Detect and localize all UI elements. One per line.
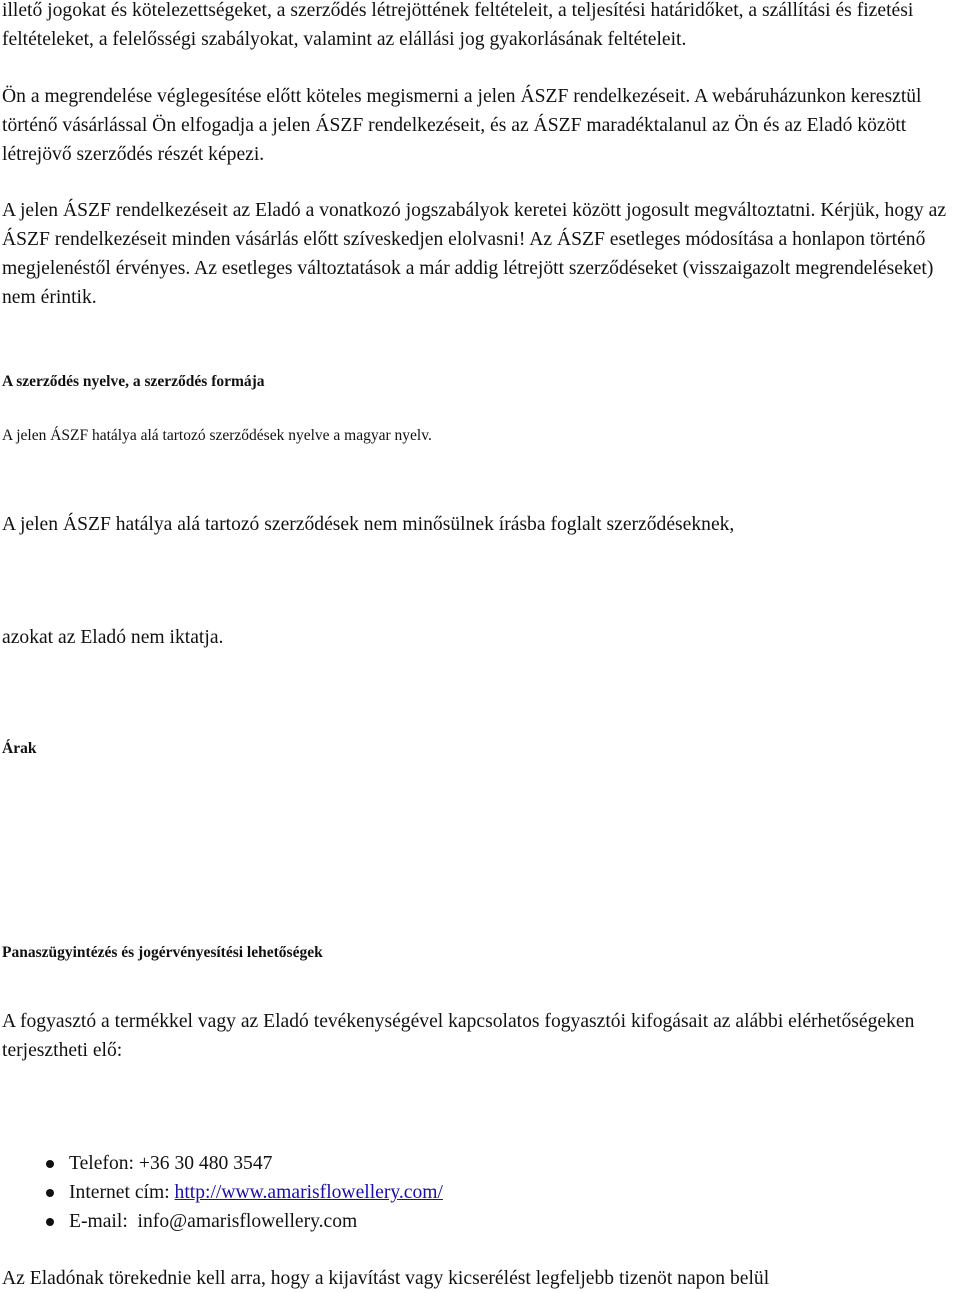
website-link[interactable]: http://www.amarisflowellery.com/: [174, 1182, 443, 1203]
heading-prices: Árak: [2, 740, 37, 757]
list-item-phone: [0, 1149, 443, 1178]
contact-phone: Telefon: +36 30 480 3547: [69, 1153, 273, 1174]
list-item-email: [0, 1207, 443, 1236]
contact-email: E-mail: info@amarisflowellery.com: [69, 1211, 358, 1232]
paragraph-rights-obligations: illető jogokat és kötelezettségeket, a szerződés létrejöttének feltételeit, a teljesítési határidőket, a szállítási és fizetési feltételeket, a felelősségi szabályokat, valamint az elállási jog gyakorlásának feltételeit.: [2, 0, 914, 50]
list-item-website: [0, 1178, 443, 1207]
bullet-icon: [46, 1160, 54, 1168]
paragraph-terms-modification: A jelen ÁSZF rendelkezéseit az Eladó a vonatkozó jogszabályok keretei között jogosult megváltoztatni. Kérjük, hogy az ÁSZF rendelkezéseit minden vásárlás előtt szíveskedjen elolvasni! Az ÁSZF esetleges módosítása a honlapon történő megjelenéstől érvényes. Az esetleges változtatások a már addig létrejött szerződéseket (visszaigazolt megrendeléseket) nem érintik.: [2, 200, 947, 308]
heading-complaints: Panaszügyintézés és jogérvényesítési lehetőségek: [2, 944, 323, 961]
paragraph-contract-language: A jelen ÁSZF hatálya alá tartozó szerződések nyelve a magyar nyelv.: [2, 427, 432, 444]
bullet-icon: [46, 1218, 54, 1226]
contact-list: [0, 1149, 443, 1236]
paragraph-repair-deadline: Az Eladónak törekednie kell arra, hogy a kijavítást vagy kicserélést legfeljebb tizenöt napon belül: [2, 1268, 770, 1289]
paragraph-complaints-intro: A fogyasztó a termékkel vagy az Eladó tevékenységével kapcsolatos fogyasztói kifogásait az alábbi elérhetőségeken terjesztheti elő:: [2, 1011, 915, 1061]
heading-contract-language: A szerződés nyelve, a szerződés formája: [2, 373, 265, 390]
contact-web-label: Internet cím:: [69, 1182, 175, 1203]
paragraph-contract-form-line1: A jelen ÁSZF hatálya alá tartozó szerződések nem minősülnek írásba foglalt szerződéseknek,: [2, 514, 735, 535]
bullet-icon: [46, 1189, 54, 1197]
paragraph-contract-form-line2: azokat az Eladó nem iktatja.: [2, 627, 224, 648]
paragraph-order-acceptance: Ön a megrendelése véglegesítése előtt köteles megismerni a jelen ÁSZF rendelkezéseit. A webáruházunkon keresztül történő vásárlással Ön elfogadja a jelen ÁSZF rendelkezéseit, és az ÁSZF maradéktalanul az Ön és az Eladó között létrejövő szerződés részét képezi.: [2, 86, 922, 165]
